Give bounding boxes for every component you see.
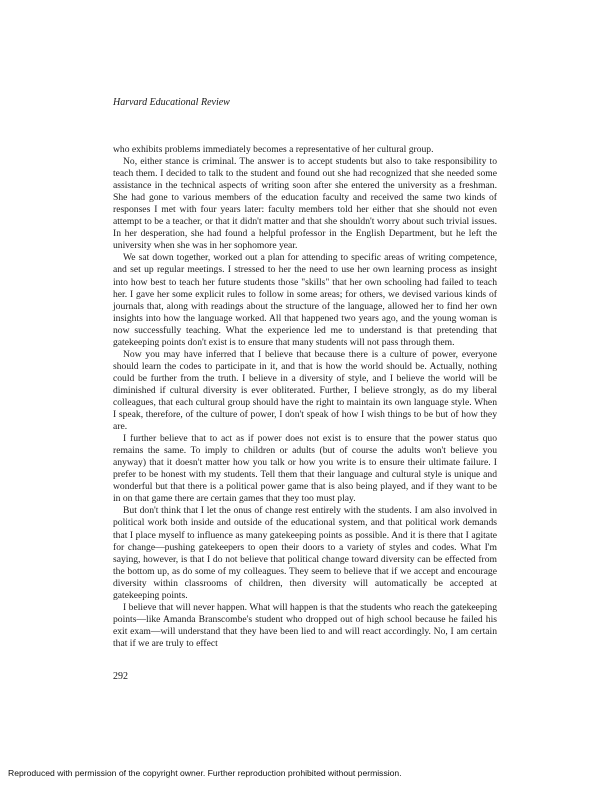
paragraph: I believe that will never happen. What will happen is that the students who reach the gatekeeping points—like Amanda Branscombe's student who dropped out of high school because he failed his exit exam—will understand that they have been lied to and will react accordingly. No, I am certain that if we are truly to effect	[113, 601, 497, 649]
paragraph: who exhibits problems immediately becomes a representative of her cultural group.	[113, 144, 434, 155]
paragraph: I further believe that to act as if power does not exist is to ensure that the power status quo remains the same. To imply to children or adults (but of course the adults won't believe you anyway) that it doesn't matter how you talk or how you write is to ensure their ultimate failure. I prefer to be honest with my students. Tell them that their language and cultural style is unique and wonderful but that there is a political power game that is also being played, and if they want to be in on that game there are certain games that they too must play.	[113, 433, 497, 505]
page-number: 292	[113, 671, 128, 682]
paragraph: But don't think that I let the onus of change rest entirely with the students. I am also involved in political work both inside and outside of the educational system, and that political work demands that I place myself to influence as many gatekeeping points as possible. And it is there that I agitate for change—pushing gatekeepers to open their doors to a variety of styles and codes. What I'm saying, however, is that I do not believe that political change toward diversity can be effected from the bottom up, as do some of my colleagues. They seem to believe that if we accept and encourage diversity within classrooms of children, then diversity will automatically be accepted at gatekeeping points.	[113, 505, 497, 601]
paragraph: No, either stance is criminal. The answer is to accept students but also to take responsibility to teach them. I decided to talk to the student and found out she had recognized that she needed some assistance in the technical aspects of writing soon after she entered the university as a freshman. She had gone to various members of the education faculty and received the same two kinds of responses I met with four years later: faculty members told her either that she should not even attempt to be a teacher, or that it didn't matter and that she shouldn't worry about such trivial issues. In her desperation, she had found a helpful professor in the English Department, but he left the university when she was in her sophomore year.	[113, 156, 497, 252]
copyright-footer: Reproduced with permission of the copyright owner. Further reproduction prohibited without permission.	[8, 768, 402, 778]
paragraph: Now you may have inferred that I believe that because there is a culture of power, everyone should learn the codes to participate in it, and that is how the world should be. Actually, nothing could be further from the truth. I believe in a diversity of style, and I believe the world will be diminished if cultural diversity is ever obliterated. Further, I believe strongly, as do my liberal colleagues, that each cultural group should have the right to maintain its own language style. When I speak, therefore, of the culture of power, I don't speak of how I wish things to be but of how they are.	[113, 348, 497, 433]
paragraph: We sat down together, worked out a plan for attending to specific areas of writing competence, and set up regular meetings. I stressed to her the need to use her own learning process as insight into how best to teach her future students those "skills" that her own schooling had failed to teach her. I gave her some explicit rules to follow in some areas; for others, we devised various kinds of journals that, along with readings about the structure of the language, allowed her to find her own insights into how the language worked. All that happened two years ago, and the young woman is now successfully teaching. What the experience led me to understand is that pretending that gatekeeping points don't exist is to ensure that many students will not pass through them.	[113, 252, 497, 348]
body-text	[113, 144, 497, 650]
running-header: Harvard Educational Review	[113, 97, 230, 108]
